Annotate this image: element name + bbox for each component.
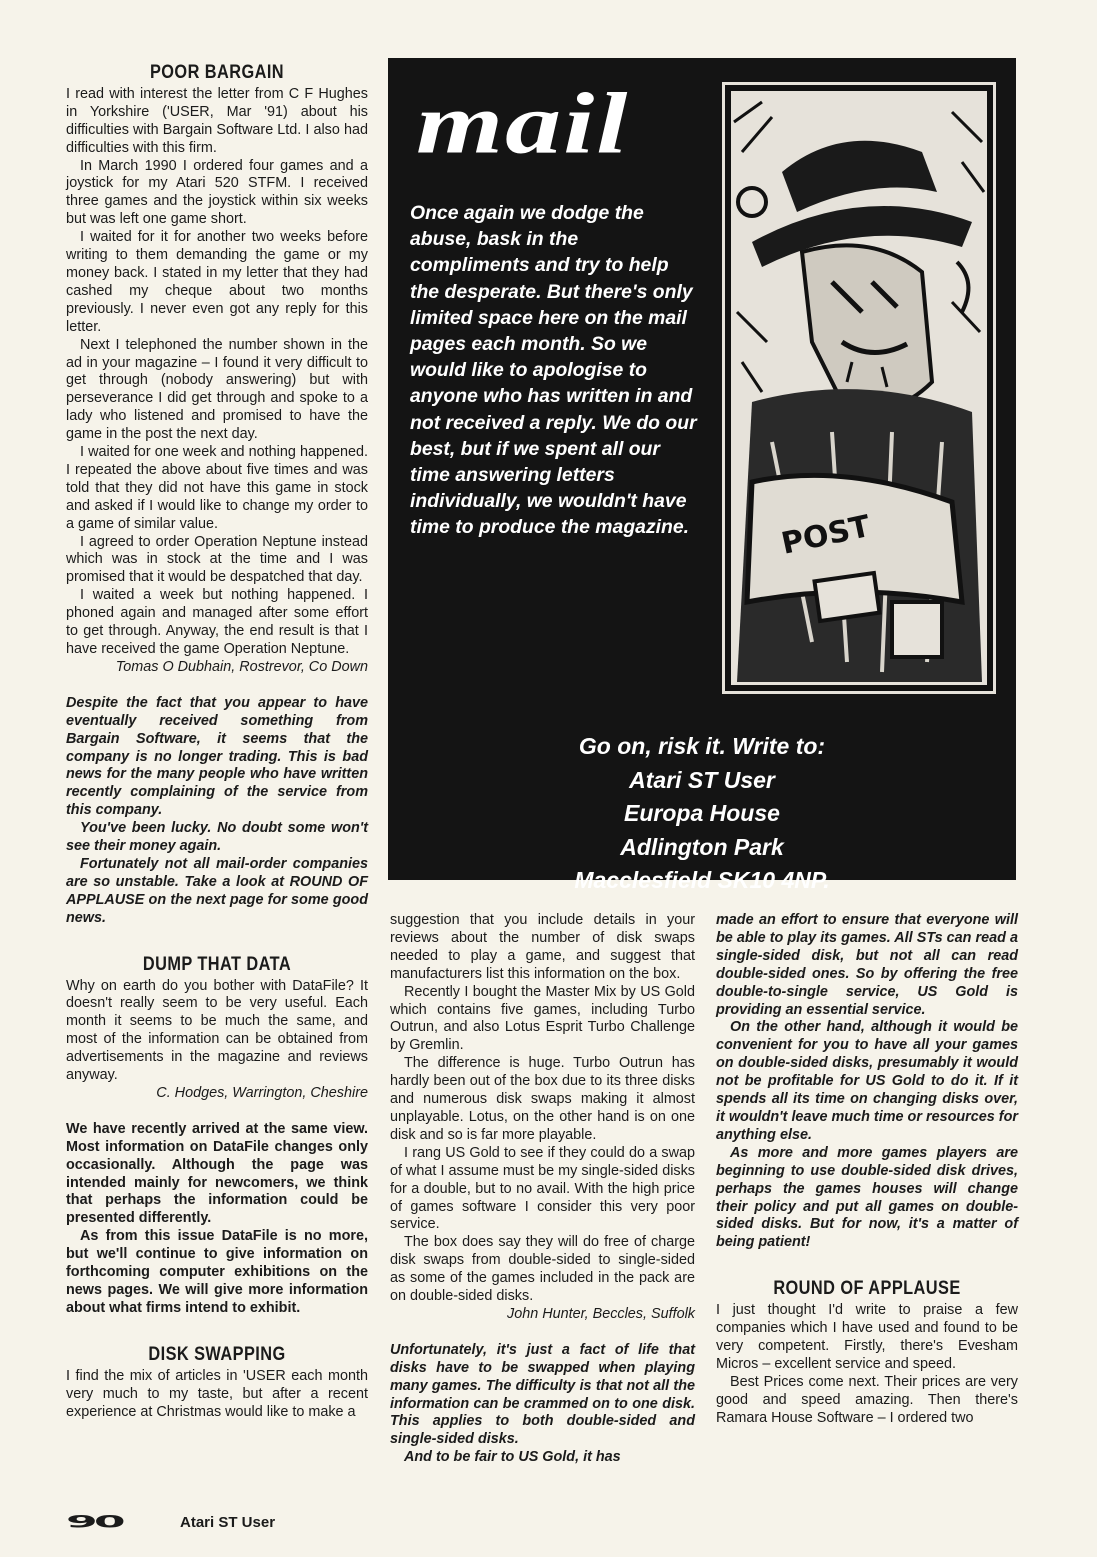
- letter-paragraph: Recently I bought the Master Mix by US Gold which contains five games, including Turbo Outrun, and also Lotus Esprit Turbo Challenge by Gremlin.: [390, 983, 695, 1054]
- editor-reply: You've been lucky. No doubt some won't see their money again.: [66, 820, 368, 855]
- article-poor-bargain: [66, 64, 368, 928]
- letter-signature: John Hunter, Beccles, Suffolk: [507, 1305, 695, 1322]
- editor-reply: And to be fair to US Gold, it has: [404, 1449, 621, 1466]
- column-left: [66, 64, 368, 1421]
- letter-paragraph: suggestion that you include details in your reviews about the number of disk swaps needed to play a game, and suggest that manufacturers list this information on the box.: [390, 912, 695, 982]
- woodcut-illustration: [722, 82, 996, 694]
- column-middle: [390, 912, 695, 1467]
- article-disk-swapping: [66, 1343, 368, 1422]
- letter-paragraph: The box does say they will do free of charge disk swaps from double-sided to single-sided as some of the games included in the pack are on double-sided disks.: [390, 1234, 695, 1305]
- address-line: Europa House: [624, 800, 780, 827]
- letter-paragraph: I agreed to order Operation Neptune instead which was in stock at the time and I was promised that it would be despatched that day.: [66, 533, 368, 586]
- letter-paragraph: I rang US Gold to see if they could do a swap of what I assume must be my single-sided disks for a double, but to no avail. With the high price of games software I consider this very poor service.: [390, 1144, 695, 1233]
- letter-paragraph: I waited for it for another two weeks before writing to them demanding the game or my money back. I stated in my letter that they had cashed my cheque about two months previously. I never even got any reply for this letter.: [66, 229, 368, 335]
- letter-paragraph: I just thought I'd write to praise a few companies which I have used and found to be very competent. Firstly, there's Evesham Micros – excellent service and speed.: [716, 1302, 1018, 1372]
- editor-reply: Unfortunately, it's just a fact of life that disks have to be swapped when playing many games. The difficulty is that not all the information can be crammed on to one disk. This applies to both double-sided and single-sided disks.: [390, 1341, 695, 1448]
- letter-paragraph: I find the mix of articles in 'USER each month very much to my taste, but after a recent experience at Christmas would like to make a: [66, 1367, 368, 1420]
- article-dump-that-data: [66, 953, 368, 1318]
- post-label: POST: [778, 508, 874, 562]
- letter-paragraph: Best Prices come next. Their prices are very good and speed amazing. Then there's Ramara House Software – I ordered two: [716, 1373, 1018, 1426]
- mail-intro-text: Once again we dodge the abuse, bask in the compliments and try to help the desperate. But there's only limited space here on the mail pages each month. So we would like to apologise to anyone who has written in and not received a reply. We do our best, but if we spent all our time answering letters individually, we wouldn't have time to produce the magazine.: [410, 202, 697, 539]
- letter-signature: C. Hodges, Warrington, Cheshire: [156, 1084, 368, 1101]
- editor-reply: As more and more games players are beginning to use double-sided disk drives, perhaps the games houses will change their policy and put all games on double-sided disks. But for now, it's a matter of being patient!: [716, 1144, 1018, 1251]
- letter-paragraph: Next I telephoned the number shown in the ad in your magazine – I found it very difficult to get through (nobody answering) but with perseverance I did get through and spoke to a lady who listened and promised to have the game in the post the next day.: [66, 336, 368, 443]
- editor-reply: On the other hand, although it would be convenient for you to have all your games on double-sided disks, presumably it would not be profitable for US Gold to do it. If it spends all its time on changing disks over, it wouldn't leave much time or resources for anything else.: [716, 1019, 1018, 1143]
- heading-round-of-applause: ROUND OF APPLAUSE: [773, 1278, 961, 1300]
- heading-poor-bargain: POOR BARGAIN: [149, 62, 285, 83]
- address-line: Go on, risk it. Write to:: [578, 733, 826, 759]
- editor-reply: As from this issue DataFile is no more, but we'll continue to give information on forthcoming computer exhibitions on the news pages. We will give more information about what firms intend to exhibit.: [66, 1228, 368, 1316]
- letter-paragraph: The difference is huge. Turbo Outrun has hardly been out of the box due to its three disks and numerous disk swaps making it almost unplayable. Lotus, on the other hand is on one disk and so is far more playable.: [390, 1055, 695, 1143]
- editor-reply: made an effort to ensure that everyone will be able to play its games. All STs can read a single-sided disk, but not all can read double-sided ones. So by offering the free double-to-single service, US Gold is providing an essential service.: [716, 912, 1018, 1018]
- article-round-of-applause: [716, 1280, 1018, 1427]
- address-line: Adlington Park: [620, 833, 784, 860]
- letter-paragraph: Why on earth do you bother with DataFile? It doesn't really seem to be very useful. Each month it seems to be much the same, and most of the information can be obtained from advertisements in the magazine and reviews anyway.: [66, 977, 368, 1084]
- letter-signature: Tomas O Dubhain, Rostrevor, Co Down: [115, 658, 368, 675]
- address-line: Macclesfield SK10 4NP.: [574, 867, 830, 894]
- page-footer: [66, 1508, 275, 1536]
- column-right: [716, 912, 1018, 1427]
- editor-reply: We have recently arrived at the same view. Most information on DataFile changes only occasionally. Although the page was intended mainly for newcomers, we think that perhaps the information could be presented differently.: [66, 1120, 368, 1227]
- mail-address-block: [388, 730, 1016, 898]
- letter-paragraph: I waited for one week and nothing happened. I repeated the above about five times and was told that they did not have this game in stock and asked if I would like to change my order to a game of similar value.: [66, 444, 368, 532]
- letter-paragraph: I read with interest the letter from C F Hughes in Yorkshire ('USER, Mar '91) about his difficulties with Bargain Software Ltd. I also had difficulties with this firm.: [66, 85, 368, 156]
- editor-reply: Despite the fact that you appear to have eventually received something from Bargain Software, it seems that the company is no longer trading. This is bad news for the many people who have written recently complaining of the service from this company.: [66, 694, 368, 819]
- heading-disk-swapping: DISK SWAPPING: [148, 1343, 286, 1365]
- page-number: 90: [66, 1512, 122, 1532]
- letter-paragraph: In March 1990 I ordered four games and a joystick for my Atari 520 STFM. I received three games and the joystick within six weeks but was left one game short.: [66, 157, 368, 228]
- address-line: Atari ST User: [629, 766, 775, 793]
- mail-feature-box: [388, 58, 1016, 894]
- mail-title: mail: [416, 75, 630, 173]
- magazine-name: Atari ST User: [180, 1513, 276, 1531]
- letter-paragraph: I waited a week but nothing happened. I phoned again and managed after some effort to get through. Anyway, the end result is that I have received the game Operation Neptune.: [66, 587, 368, 657]
- postman-woodcut-image: [722, 82, 996, 694]
- heading-dump-that-data: DUMP THAT DATA: [142, 953, 292, 975]
- editor-reply: Fortunately not all mail-order companies are so unstable. Take a look at ROUND OF APPLAUSE on the next page for some good news.: [66, 855, 368, 926]
